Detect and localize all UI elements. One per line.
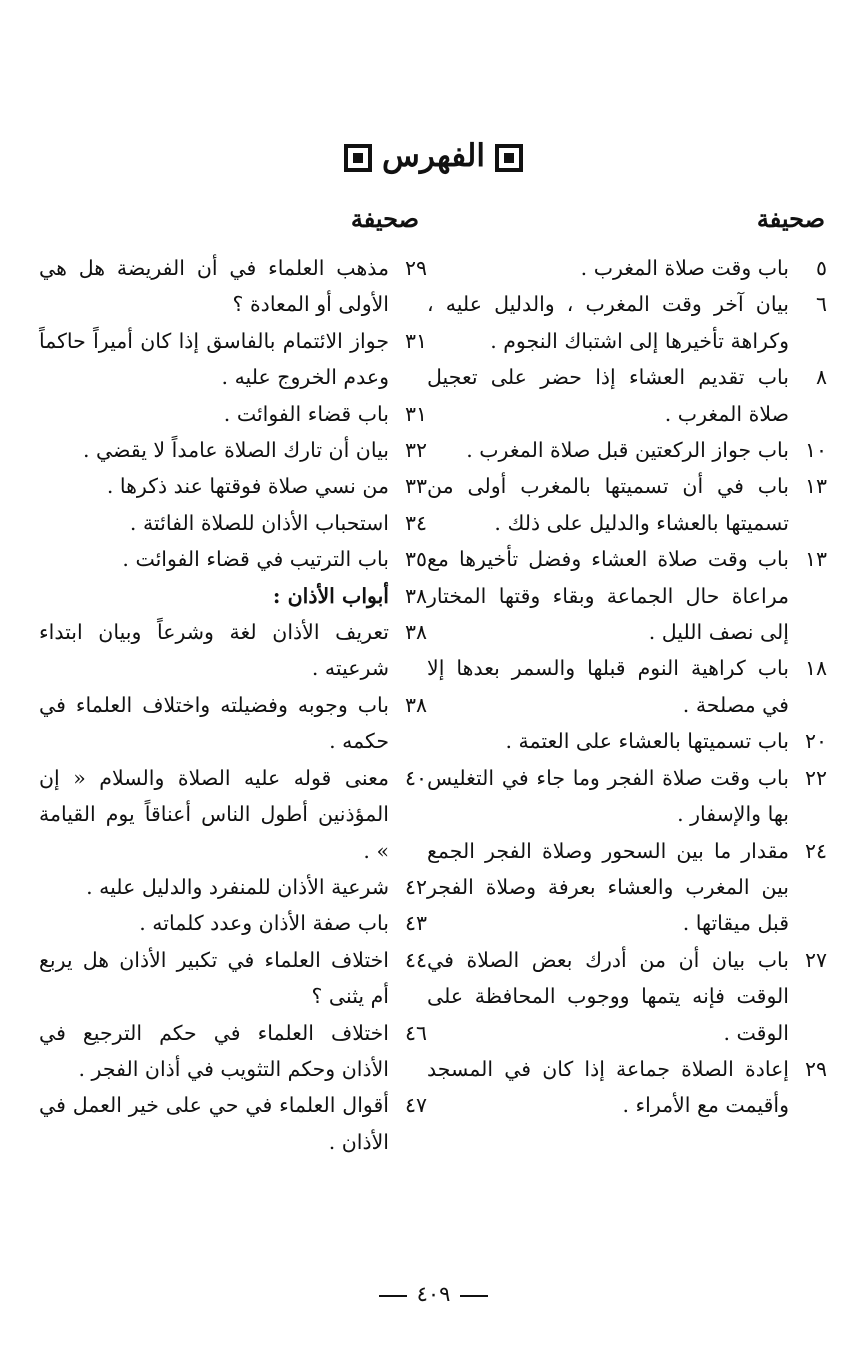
entry-title: باب وقت صلاة الفجر وما جاء في التغليس بها والإسفار . (427, 765, 789, 827)
entry-title: باب بيان أن من أدرك بعض الصلاة في الوقت فإنه يتمها ووجوب المحافظة على الوقت . (427, 947, 789, 1045)
index-entry (39, 250, 427, 323)
index-entry (39, 614, 427, 687)
entry-page-number: ٣٢ (404, 438, 427, 463)
index-entry (427, 468, 827, 541)
entry-title: بيان أن تارك الصلاة عامداً لا يقضي . (82, 438, 389, 463)
entry-page-number: ٤٢ (404, 874, 427, 899)
entry-title: من نسي صلاة فوقتها عند ذكرها . (106, 474, 389, 499)
index-entry (39, 541, 427, 577)
index-entry (427, 650, 827, 723)
index-entry (39, 1015, 427, 1088)
index-entry (427, 1051, 827, 1124)
index-entry (427, 432, 827, 468)
entry-page-number: ٢٩ (404, 256, 427, 280)
entry-title: باب صفة الأذان وعدد كلماته . (139, 911, 389, 936)
entry-page-number: ٤٤ (404, 947, 427, 972)
entry-title: استحباب الأذان للصلاة الفائتة . (129, 510, 389, 535)
index-entry (427, 723, 827, 759)
index-entry (427, 942, 827, 1051)
index-entry (427, 541, 827, 650)
entry-title: إعادة الصلاة جماعة إذا كان في المسجد وأقيمت مع الأمراء . (427, 1056, 789, 1118)
entry-title: باب وقت صلاة المغرب . (580, 256, 789, 280)
index-entry (39, 468, 427, 504)
entry-title: مقدار ما بين السحور وصلاة الفجر الجمع بين المغرب والعشاء بعرفة وصلاة الفجر قبل ميقاتها . (427, 838, 789, 936)
index-entry (39, 1087, 427, 1160)
index-entry (39, 760, 427, 869)
entry-page-number: ٢٧ (804, 947, 827, 972)
index-entry (427, 250, 827, 286)
entry-page-number: ٢٤ (804, 838, 827, 863)
entry-title: بيان آخر وقت المغرب ، والدليل عليه ، وكراهة تأخيرها إلى اشتباك النجوم . (427, 292, 789, 353)
entry-title: باب جواز الركعتين قبل صلاة المغرب . (466, 438, 789, 463)
entry-title: أقوال العلماء في حي على خير العمل في الأذان . (39, 1093, 389, 1154)
entry-title: باب في أن تسميتها بالمغرب أولى من تسميتها بالعشاء والدليل على ذلك . (427, 474, 789, 535)
index-entry (427, 286, 827, 359)
entry-title: اختلاف العلماء في حكم الترجيع في الأذان وحكم التثويب في أذان الفجر . (39, 1020, 389, 1081)
entry-title: باب قضاء الفوائت . (223, 401, 389, 426)
index-entry (39, 578, 427, 614)
entry-title: اختلاف العلماء في تكبير الأذان هل يربع أم يثنى ؟ (39, 947, 389, 1009)
right-column-heading: صحيفة (756, 204, 825, 233)
entry-page-number: ٥ (815, 256, 827, 280)
square-ornament-icon (495, 144, 523, 172)
entry-title: باب تسميتها بالعشاء على العتمة . (505, 729, 789, 754)
entry-title: جواز الائتمام بالفاسق إذا كان أميراً حاكماً وعدم الخروج عليه . (39, 328, 389, 390)
index-entry (427, 359, 827, 432)
entry-page-number: ٣١ (404, 401, 427, 426)
entry-page-number: ١٣ (804, 474, 827, 499)
entry-title: مذهب العلماء في أن الفريضة هل هي الأولى أو المعادة ؟ (39, 256, 389, 317)
entry-page-number: ٣١ (404, 328, 427, 353)
entry-page-number: ٤٧ (404, 1093, 427, 1118)
right-column (427, 250, 827, 1124)
entry-title: شرعية الأذان للمنفرد والدليل عليه . (86, 874, 389, 899)
entry-title: باب وقت صلاة العشاء وفضل تأخيرها مع مراعاة حال الجماعة وبقاء وقتها المختار إلى نصف الليل . (427, 547, 789, 645)
entry-page-number: ٣٨ (404, 620, 427, 645)
entry-page-number: ٢٢ (804, 765, 827, 790)
entry-title: باب وجوبه وفضيلته واختلاف العلماء في حكمه . (39, 692, 389, 754)
entry-page-number: ٣٣ (404, 474, 427, 499)
page-title-text: الفهرس (382, 138, 485, 174)
entry-page-number: ١٠ (804, 438, 827, 463)
index-entry (427, 833, 827, 942)
entry-page-number: ١٣ (804, 547, 827, 572)
page-title (0, 138, 867, 174)
entry-page-number: ٣٨ (404, 583, 427, 608)
index-entry (39, 432, 427, 468)
entry-page-number: ٨ (815, 365, 827, 390)
index-entry (39, 505, 427, 541)
page-number (0, 1282, 867, 1306)
entry-page-number: ٤٠ (404, 765, 427, 790)
index-entry (39, 323, 427, 396)
entry-page-number: ٢٩ (804, 1056, 827, 1081)
entry-page-number: ٤٣ (404, 911, 427, 936)
folio-dash (379, 1295, 407, 1297)
index-entry (39, 905, 427, 941)
index-entry (39, 687, 427, 760)
entry-title: باب تقديم العشاء إذا حضر على تعجيل صلاة المغرب . (427, 365, 789, 426)
entry-page-number: ٣٥ (404, 547, 427, 572)
left-column (39, 250, 427, 1160)
entry-title: أبواب الأذان : (272, 583, 389, 608)
entry-page-number: ٣٨ (404, 692, 427, 717)
entry-page-number: ٢٠ (804, 729, 827, 754)
entry-page-number: ١٨ (804, 656, 827, 681)
entry-title: معنى قوله عليه الصلاة والسلام « إن المؤذنين أطول الناس أعناقاً يوم القيامة » . (39, 765, 389, 863)
folio-dash (460, 1295, 488, 1297)
entry-page-number: ٤٦ (404, 1020, 427, 1045)
square-ornament-icon (344, 144, 372, 172)
index-entry (39, 869, 427, 905)
entry-title: باب الترتيب في قضاء الفوائت . (122, 547, 389, 572)
entry-title: تعريف الأذان لغة وشرعاً وبيان ابتداء شرعيته . (39, 620, 389, 681)
index-entry (427, 760, 827, 833)
index-entry (39, 396, 427, 432)
entry-page-number: ٣٤ (404, 510, 427, 535)
entry-page-number: ٦ (815, 292, 827, 317)
left-column-heading: صحيفة (350, 204, 419, 233)
index-entry (39, 942, 427, 1015)
page-number-text: ٤٠٩ (416, 1282, 451, 1306)
entry-title: باب كراهية النوم قبلها والسمر بعدها إلا في مصلحة . (427, 656, 789, 717)
